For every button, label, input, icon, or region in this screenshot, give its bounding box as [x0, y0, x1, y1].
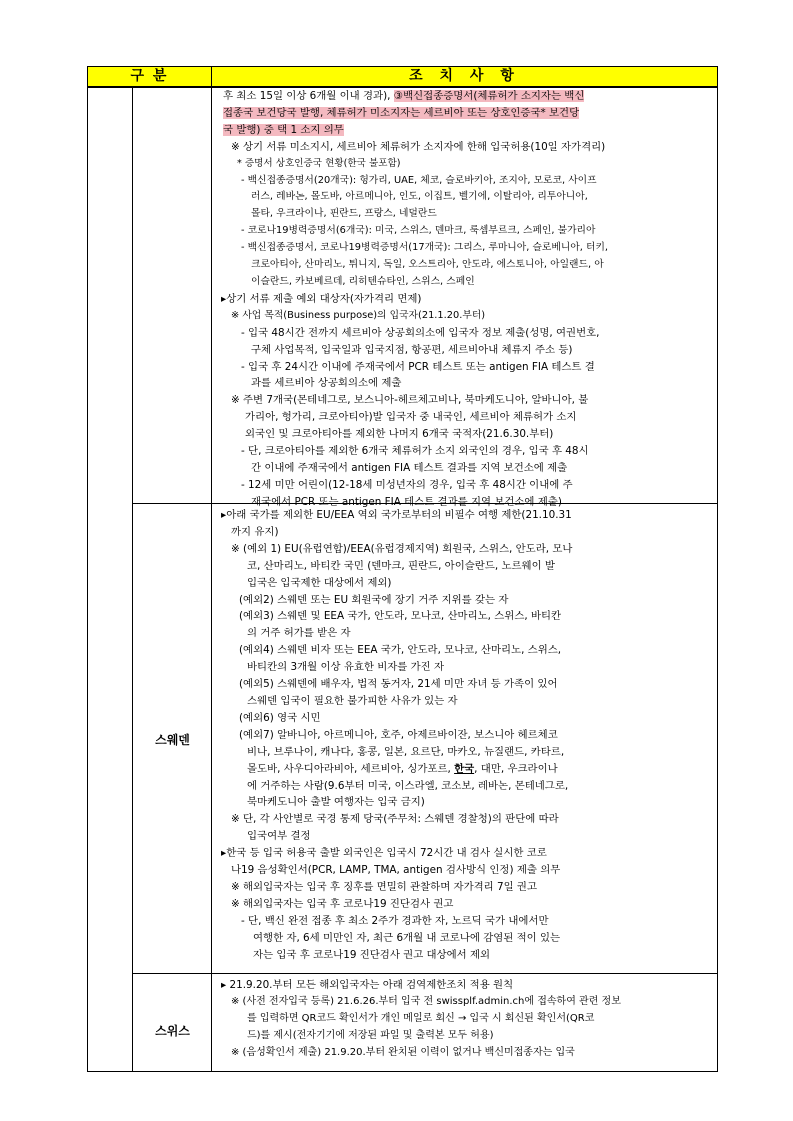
text-line: 재국에서 PCR 또는 antigen FIA 테스트 결과를 지역 보건소에 제출): [251, 495, 562, 508]
text-line: ※ 주변 7개국(몬테네그로, 보스니아-헤르체고비나, 북마케도니아, 알바니아, 불: [231, 394, 589, 407]
text-line: - 코로나19병력증명서(6개국): 미국, 스위스, 덴마크, 룩셈부르크, 스페인, 불가리아: [241, 225, 596, 237]
country-sweden: 스웨덴: [155, 733, 190, 747]
text-line: (예외2) 스웨덴 또는 EU 회원국에 장기 거주 지위를 갖는 자: [239, 593, 509, 606]
switzerland-measures: [215, 977, 715, 1062]
text-line: 자는 입국 후 코로나19 진단검사 권고 대상에서 제외: [253, 948, 491, 961]
text-line: ▸아래 국가를 제외한 EU/EEA 역외 국가로부터의 비필수 여행 제한(21.10.31: [221, 509, 572, 521]
text-line: 몰타, 우크라이나, 핀란드, 프랑스, 네덜란드: [251, 208, 437, 220]
highlighted-text: 국 발행) 중 택 1 소지 의무: [223, 123, 344, 136]
text-line: - 백신접종증명서, 코로나19병력증명서(17개국): 그리스, 루마니아, 슬로베니아, 터키,: [241, 242, 609, 254]
text-line: [215, 88, 715, 105]
text-line: ▸한국 등 입국 허용국 출발 외국인은 입국시 72시간 내 검사 실시한 코로: [221, 847, 547, 860]
text-line: 간 이내에 주재국에서 antigen FIA 테스트 결과를 지역 보건소에 제출: [251, 461, 568, 474]
text-line: [215, 105, 715, 122]
text-line: 비나, 브루나이, 캐나다, 홍콩, 일본, 요르단, 마카오, 뉴질랜드, 카타르,: [247, 745, 565, 758]
text-line: 러스, 레바논, 몰도바, 아르메니아, 인도, 이집트, 벨기에, 이탈리아, 리투아니아,: [251, 191, 588, 203]
text-line: (예외4) 스웨덴 비자 또는 EEA 국가, 안도라, 모나코, 산마리노, 스위스,: [239, 644, 562, 657]
text-line: ※ (사전 전자입국 등록) 21.6.26.부터 입국 전 swissplf.admin.ch에 접속하여 관련 정보: [231, 995, 621, 1007]
header-category: 구 분: [88, 67, 212, 86]
column-divider-left: [132, 88, 133, 1071]
korea-emphasis: 한국: [454, 762, 475, 775]
measures-table: [87, 66, 718, 1072]
text-line: 나19 음성확인서(PCR, LAMP, TMA, antigen 검사방식 인정) 제출 의무: [231, 864, 561, 877]
text-line: - 입국 후 24시간 이내에 주재국에서 PCR 테스트 또는 antigen FIA 테스트 결: [241, 360, 595, 373]
text-line: ※ 해외입국자는 입국 후 징후를 면밀히 관찰하며 자가격리 7일 권고: [231, 880, 538, 893]
text-line: [215, 122, 715, 139]
text-line: (예외3) 스웨덴 및 EEA 국가, 안도라, 모나코, 산마리노, 스위스, 바티칸: [239, 610, 562, 623]
country-switzerland: 스위스: [155, 1024, 190, 1038]
text-line: ※ 상기 서류 미소지시, 세르비아 체류허가 소지자에 한해 입국허용(10일 자가격리): [231, 140, 606, 153]
text-line: - 백신접종증명서(20개국): 헝가리, UAE, 체코, 슬로바키아, 조지아, 모로코, 사이프: [241, 174, 597, 186]
text-line: 구체 사업목적, 입국일과 입국지점, 항공편, 세르비아내 체류지 주소 등): [251, 343, 573, 356]
text-line: 드)를 제시(전자기기에 저장된 파일 및 출력본 모두 허용): [247, 1029, 494, 1041]
text-line: (예외5) 스웨덴에 배우자, 법적 동거자, 21세 미만 자녀 등 가족이 있어: [239, 678, 558, 691]
sweden-measures: [215, 507, 715, 963]
text-line: - 12세 미만 어린이(12-18세 미성년자의 경우, 입국 후 48시간 이내에 주: [241, 478, 573, 491]
text-line: - 단, 백신 완전 접종 후 최소 2주가 경과한 자, 노르딕 국가 내에서만: [241, 914, 549, 927]
text-line: 까지 유지): [231, 525, 279, 538]
text-line: 과를 세르비아 상공회의소에 제출: [251, 377, 402, 390]
column-divider-right: [211, 88, 212, 1071]
serbia-measures: [215, 88, 715, 511]
text-segment: 몰도바, 사우디아라비아, 세르비아, 싱가포르,: [247, 762, 455, 775]
text-line: ※ (예외 1) EU(유럽연합)/EEA(유럽경제지역) 회원국, 스위스, 안도라, 모나: [231, 542, 573, 555]
text-line: 여행한 자, 6세 미만인 자, 최근 6개월 내 코로나에 감염된 적이 있는: [253, 931, 561, 944]
highlighted-text: ③백신접종증명서(체류허가 소지자는 백신: [393, 90, 585, 102]
text-line: - 단, 크로아티아를 제외한 6개국 체류허가 소지 외국인의 경우, 입국 후 48시: [241, 445, 589, 458]
text-line: ※ (음성확인서 제출) 21.9.20.부터 완치된 이력이 없거나 백신미접종자는 입국: [231, 1046, 575, 1058]
table-header: [88, 67, 717, 88]
text-line: - 입국 48시간 전까지 세르비아 상공회의소에 입국자 정보 제출(성명, 여권번호,: [241, 326, 600, 339]
highlighted-text: 접종국 보건당국 발행, 체류허가 미소지자는 세르비아 또는 상호인증국* 보건당: [223, 106, 580, 119]
text-line: 외국인 및 크로아티아를 제외한 나머지 6개국 국적자(21.6.30.부터): [245, 428, 554, 441]
text-line: ※ 사업 목적(Business purpose)의 입국자(21.1.20.부터): [231, 309, 486, 321]
text-line: 입국은 입국제한 대상에서 제외): [247, 576, 392, 589]
text-line: 북마케도니아 출발 여행자는 입국 금지): [247, 796, 425, 809]
text-line: (예외6) 영국 시민: [239, 711, 321, 724]
text-line: ※ 해외입국자는 입국 후 코로나19 진단검사 권고: [231, 897, 454, 910]
text-line: ▸상기 서류 제출 예외 대상자(자가격리 면제): [221, 292, 422, 305]
text-segment: , 대만, 우크라이나: [474, 762, 558, 775]
text-line: ▸ 21.9.20.부터 모든 해외입국자는 아래 검역제한조치 적용 원칙: [221, 979, 514, 991]
text-line: ※ 단, 각 사안별로 국경 통제 당국(주무처: 스웨덴 경찰청)의 판단에 따라: [231, 813, 559, 826]
text-line: 바티칸의 3개월 이상 유효한 비자를 가진 자: [247, 661, 445, 674]
text-line: 입국여부 결정: [247, 830, 311, 843]
text-line: 스웨덴 입국이 필요한 불가피한 사유가 있는 자: [247, 694, 458, 707]
text-line: [215, 761, 715, 778]
text-line: 의 거주 허가를 받은 자: [247, 627, 351, 640]
text-line: * 증명서 상호인증국 현황(한국 불포함): [237, 157, 401, 169]
text-line: (예외7) 알바니아, 아르메니아, 호주, 아제르바이잔, 보스니아 헤르체코: [239, 728, 558, 741]
text-line: 에 거주하는 사람(9.6부터 미국, 이스라엘, 코소보, 레바논, 몬테네그로,: [247, 779, 569, 792]
row-divider-switzerland: [132, 973, 717, 974]
text-line: 를 입력하면 QR코드 확인서가 개인 메일로 회신 → 입국 시 회신된 확인서(QR코: [247, 1012, 595, 1024]
header-measures: 조 치 사 항: [409, 68, 520, 84]
text-line: 가리아, 헝가리, 크로아티아)발 입국자 중 내국인, 세르비아 체류허가 소지: [245, 411, 577, 424]
text-segment: 후 최소 15일 이상 6개월 이내 경과),: [223, 90, 394, 102]
text-line: 코, 산마리노, 바티칸 국민 (덴마크, 핀란드, 아이슬란드, 노르웨이 발: [247, 559, 555, 572]
text-line: 이슬란드, 카보베르데, 리히텐슈타인, 스위스, 스페인: [251, 275, 475, 287]
text-line: 크로아티아, 산마리노, 튀니지, 독일, 오스트리아, 안도라, 에스토니아, 아일랜드, 아: [251, 259, 604, 271]
